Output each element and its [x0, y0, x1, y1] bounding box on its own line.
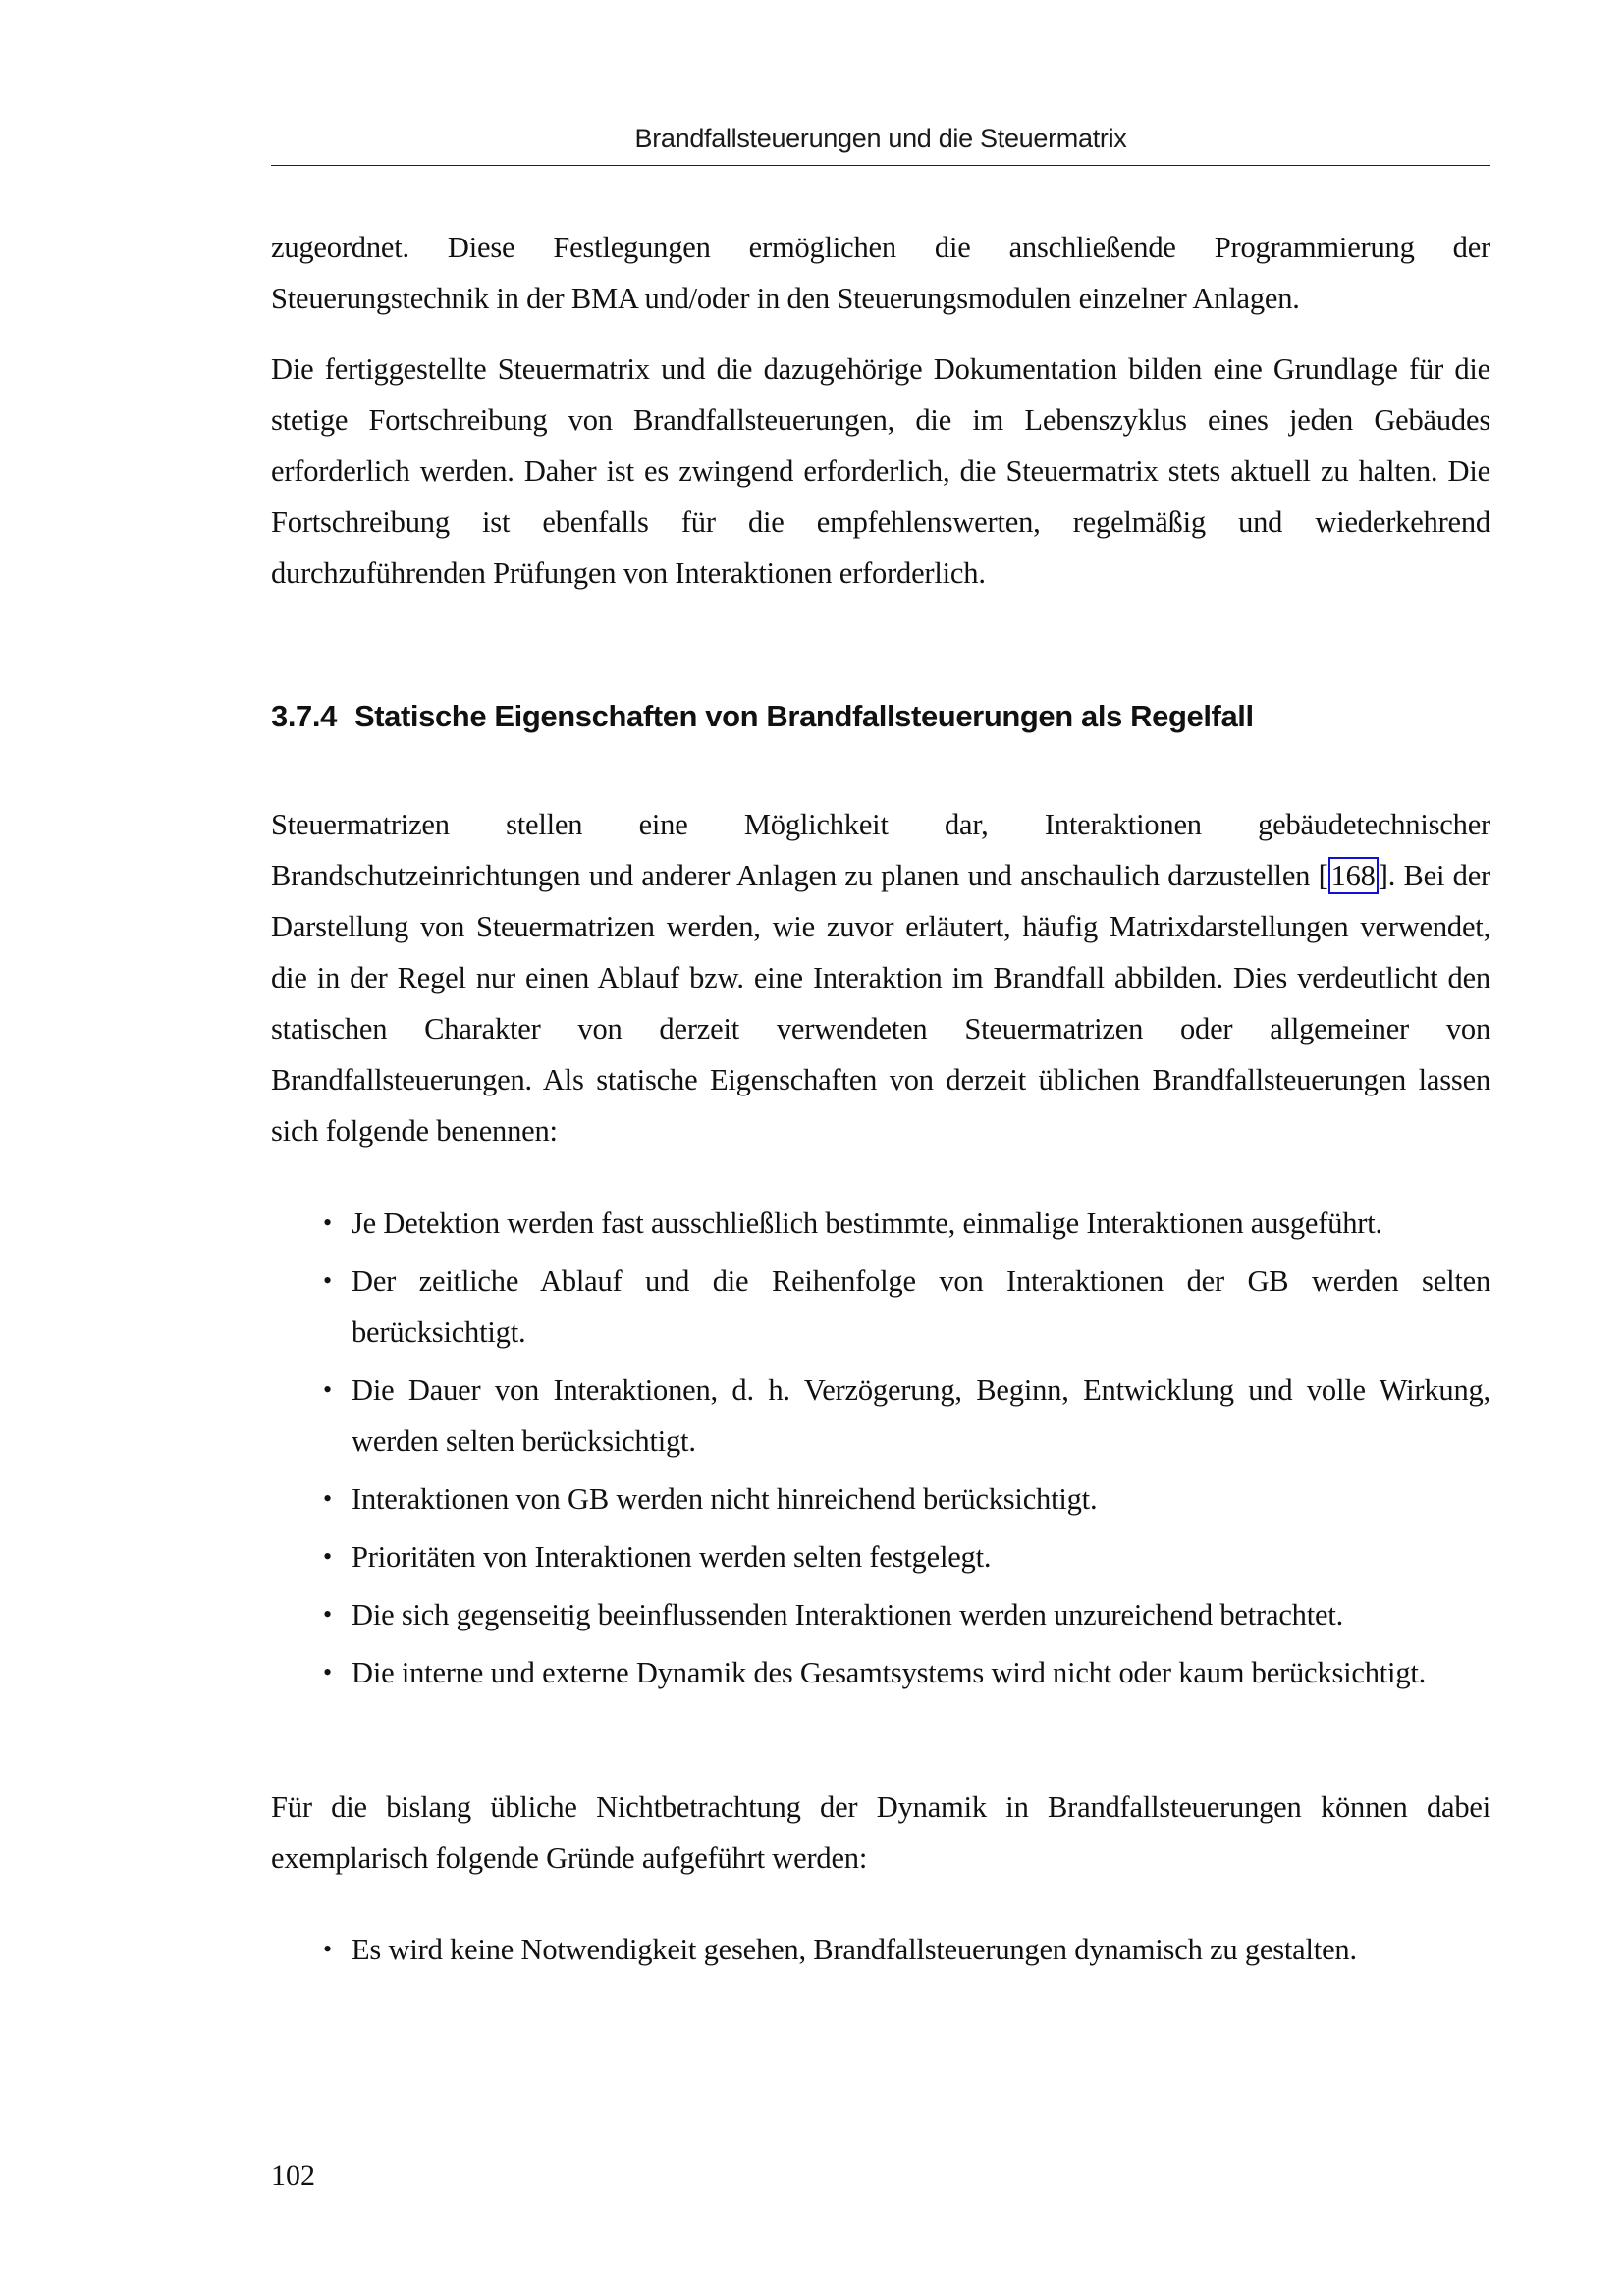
- paragraph-3: [271, 799, 1490, 1156]
- list-item-text: Es wird keine Notwendigkeit gesehen, Brandfallsteuerungen dynamisch zu gestalten.: [352, 1933, 1357, 1966]
- bullet-icon: •: [323, 1600, 332, 1629]
- paragraph-3-text-end: . Bei der Darstellung von Steuermatrizen werden, wie zuvor erläutert, häufig Matrixdarstellungen verwendet, die in der Regel nur einen Ablauf bzw. eine Interaktion im Brandfall abbilden. Dies verdeutlicht den statischen Charakter von derzeit verwendeten Steuermatrizen oder allgemeiner von Brandfallsteuerungen. Als statische Eigenschaften von derzeit üblichen Brandfallsteuerungen lassen sich folgende benennen:: [271, 859, 1490, 1148]
- list-item: [271, 1924, 1490, 1975]
- bullet-icon: •: [323, 1266, 332, 1295]
- citation-close-bracket: ]: [1378, 859, 1388, 892]
- list-item: [271, 1589, 1490, 1640]
- bullet-icon: •: [323, 1542, 332, 1571]
- list-item: [271, 1473, 1490, 1524]
- list-item-text: Prioritäten von Interaktionen werden selten festgelegt.: [352, 1540, 992, 1574]
- list-item: [271, 1647, 1490, 1698]
- list-item-text: Die sich gegenseitig beeinflussenden Interaktionen werden unzureichend betrachtet.: [352, 1598, 1344, 1631]
- reasons-list: [271, 1924, 1490, 1982]
- list-item-text: Je Detektion werden fast ausschließlich bestimmte, einmalige Interaktionen ausgeführt.: [352, 1206, 1382, 1240]
- bullet-icon: •: [323, 1935, 332, 1963]
- paragraph-3-text-start: Steuermatrizen stellen eine Möglichkeit dar, Interaktionen gebäudetechnischer Brandschutzeinrichtungen und anderer Anlagen zu planen und anschaulich darzustellen: [271, 808, 1490, 892]
- list-item-text: Die interne und externe Dynamik des Gesamtsystems wird nicht oder kaum berücksichtigt.: [352, 1656, 1427, 1689]
- citation-link[interactable]: 168: [1328, 857, 1379, 894]
- list-item: [271, 1531, 1490, 1582]
- bullet-icon: •: [323, 1208, 332, 1237]
- static-properties-list: [271, 1198, 1490, 1705]
- bullet-icon: •: [323, 1484, 332, 1513]
- header-rule: [271, 165, 1490, 166]
- bullet-icon: •: [323, 1658, 332, 1686]
- paragraph-1: zugeordnet. Diese Festlegungen ermöglichen die anschließende Programmierung der Steuerungstechnik in der BMA und/oder in den Steuerungsmodulen einzelner Anlagen.: [271, 231, 1490, 315]
- page-number: 102: [271, 2160, 315, 2192]
- section-title: Statische Eigenschaften von Brandfallsteuerungen als Regelfall: [353, 699, 1254, 733]
- list-item: [271, 1198, 1490, 1249]
- list-item-text: Interaktionen von GB werden nicht hinreichend berücksichtigt.: [352, 1482, 1098, 1516]
- section-number: 3.7.4: [271, 699, 337, 733]
- list-item: [271, 1364, 1490, 1467]
- citation-open-bracket: [: [1318, 859, 1328, 892]
- list-item-text: Der zeitliche Ablauf und die Reihenfolge von Interaktionen der GB werden selten berücksichtigt.: [352, 1264, 1490, 1349]
- list-item-text: Die Dauer von Interaktionen, d. h. Verzögerung, Beginn, Entwicklung und volle Wirkung, werden selten berücksichtigt.: [352, 1373, 1490, 1458]
- paragraph-2: Die fertiggestellte Steuermatrix und die dazugehörige Dokumentation bilden eine Grundlage für die stetige Fortschreibung von Brandfallsteuerungen, die im Lebenszyklus eines jeden Gebäudes erforderlich werden. Daher ist es zwingend erforderlich, die Steuermatrix stets aktuell zu halten. Die Fortschreibung ist ebenfalls für die empfehlenswerten, regelmäßig und wiederkehrend durchzuführenden Prüfungen von Interaktionen erforderlich.: [271, 352, 1490, 590]
- list-item: [271, 1255, 1490, 1358]
- paragraph-4: Für die bislang übliche Nichtbetrachtung der Dynamik in Brandfallsteuerungen können dabei exemplarisch folgende Gründe aufgeführt werden:: [271, 1790, 1490, 1875]
- bullet-icon: •: [323, 1375, 332, 1404]
- running-head: Brandfallsteuerungen und die Steuermatrix: [634, 124, 1127, 153]
- section-heading: [271, 699, 1490, 734]
